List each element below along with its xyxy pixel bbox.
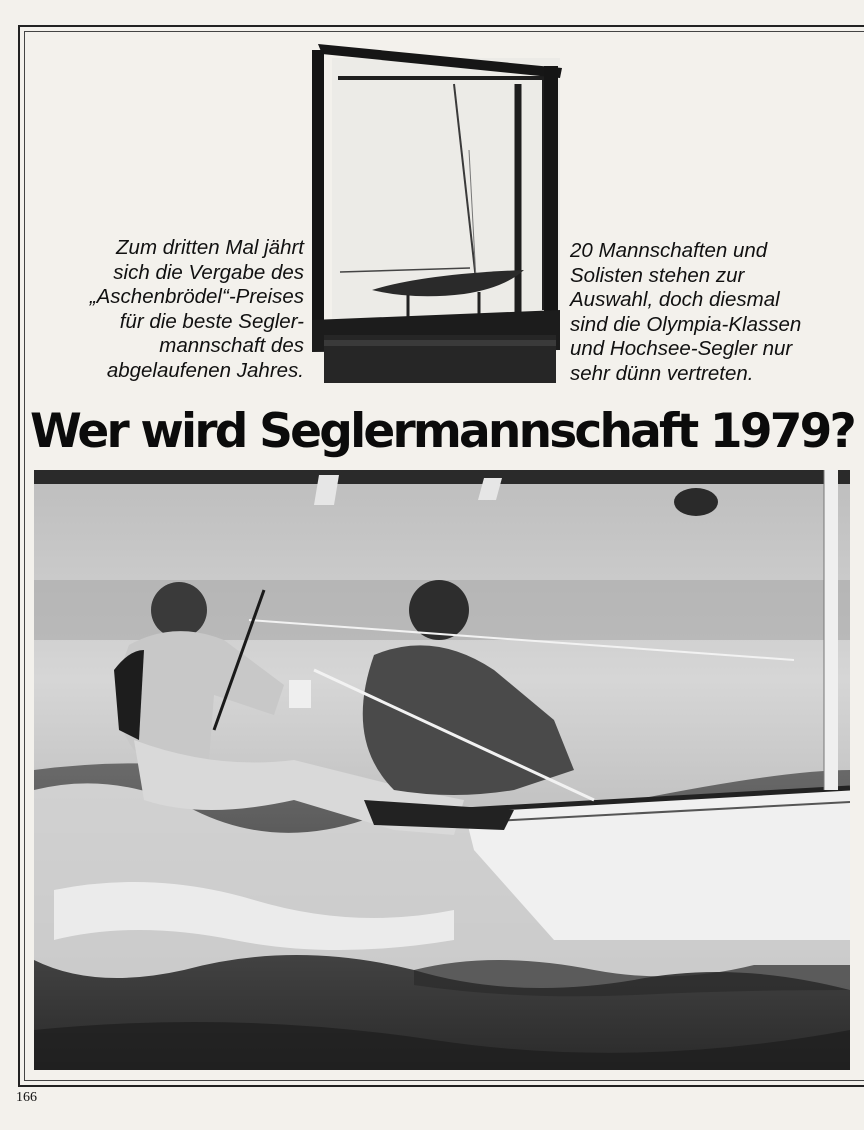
intro-left-line: „Aschenbrödel“-Preises: [89, 285, 304, 308]
intro-left-line: Zum dritten Mal jährt: [116, 236, 304, 259]
intro-left-line: abgelaufenen Jahres.: [106, 358, 304, 382]
sailing-dinghy-photo: [34, 470, 850, 1070]
intro-right-line: 20 Mannschaften und: [570, 239, 768, 262]
frame-border-left-inner: [24, 31, 25, 1081]
frame-border-left: [18, 25, 20, 1087]
intro-right-line: sehr dünn vertreten.: [570, 361, 754, 385]
frame-border-top-inner: [24, 31, 864, 32]
frame-border-bottom: [18, 1085, 864, 1087]
trophy-showcase-icon: [304, 40, 566, 390]
page-number: 166: [16, 1090, 37, 1105]
intro-left-text: [60, 236, 304, 383]
photo-illustration: [34, 470, 850, 1070]
intro-left-line: mannschaft des: [159, 334, 304, 357]
intro-right-line: Auswahl, doch diesmal: [570, 288, 780, 311]
intro-right-line: sind die Olympia-Klassen: [570, 312, 802, 336]
intro-left-line: für die beste Segler-: [119, 309, 304, 333]
headline: Wer wird Seglermannschaft 1979?: [30, 404, 855, 459]
frame-border-bottom-inner: [24, 1080, 864, 1081]
intro-right-line: und Hochsee-Segler nur: [570, 337, 793, 360]
frame-border-top: [18, 25, 864, 27]
intro-right-line: Solisten stehen zur: [570, 263, 745, 287]
intro-left-line: sich die Vergabe des: [113, 260, 304, 284]
intro-right-text: [570, 239, 860, 386]
